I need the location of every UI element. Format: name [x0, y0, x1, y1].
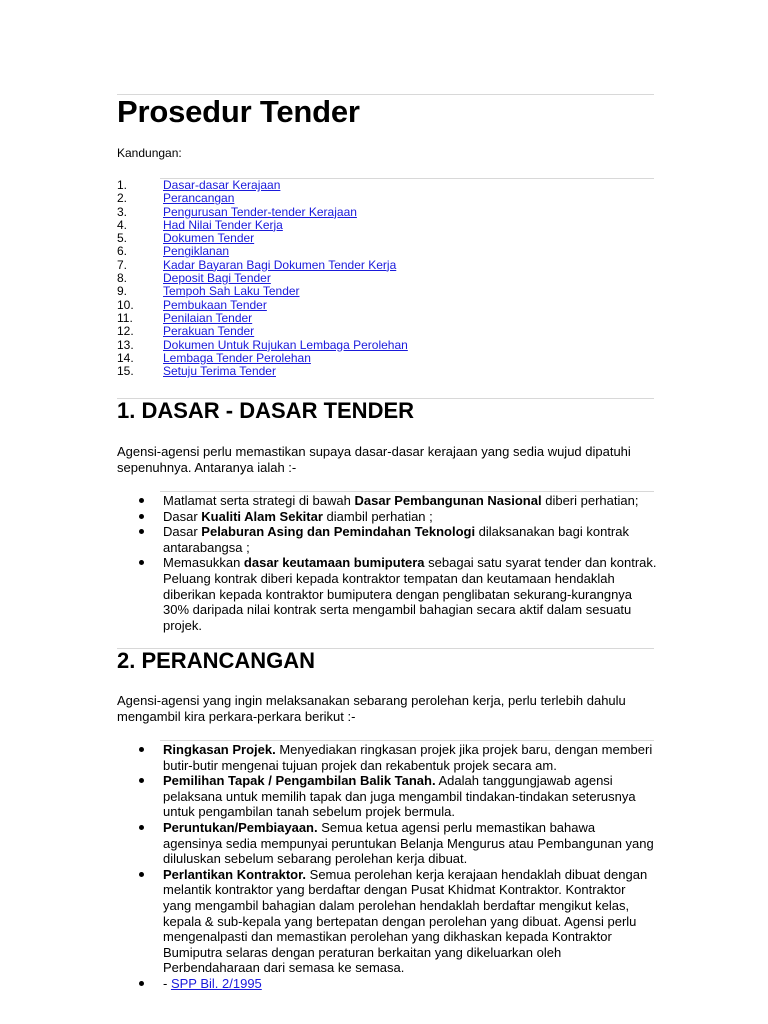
toc-item: 6. Pengiklanan [117, 244, 230, 259]
toc-link[interactable]: Penilaian Tender [163, 310, 253, 325]
toc-item: 1. Dasar-dasar Kerajaan [117, 178, 281, 192]
toc-link[interactable]: Tempoh Sah Laku Tender [163, 284, 300, 299]
bullet-icon [139, 747, 144, 752]
list-item: Ringkasan Projek. Menyediakan ringkasan projek jika projek baru, dengan memberi butir-butir mengenai tujuan projek dan rekabentuk projek secara am. [117, 742, 657, 773]
toc-link[interactable]: Pengiklanan [163, 244, 230, 259]
section2-heading: 2. PERANCANGAN [117, 648, 316, 673]
toc-item: 13. Dokumen Untuk Rujukan Lembaga Perolehan [117, 337, 408, 352]
list-item: Matlamat serta strategi di bawah Dasar Pembangunan Nasional diberi perhatian; [117, 493, 657, 509]
toc-link[interactable]: Dokumen Tender [163, 231, 255, 246]
bullet-icon [139, 778, 144, 783]
toc-item: 9. Tempoh Sah Laku Tender [117, 284, 300, 299]
toc-link[interactable]: Kadar Bayaran Bagi Dokumen Tender Kerja [163, 257, 397, 272]
toc-link[interactable]: Perakuan Tender [163, 324, 255, 339]
section1-list-divider [160, 491, 654, 492]
toc-link[interactable]: Dokumen Untuk Rujukan Lembaga Perolehan [163, 337, 408, 352]
toc-item: 7. Kadar Bayaran Bagi Dokumen Tender Kerja [117, 257, 397, 272]
toc-link[interactable]: Had Nilai Tender Kerja [163, 217, 283, 232]
section2-bullet-list [117, 742, 657, 992]
contents-label: Kandungan: [117, 146, 182, 160]
list-item: Dasar Kualiti Alam Sekitar diambil perhatian ; [117, 509, 657, 525]
table-of-contents [117, 179, 408, 378]
list-item: - SPP Bil. 2/1995 [117, 976, 657, 992]
list-item: Peruntukan/Pembiayaan. Semua ketua agensi perlu memastikan bahawa agensinya sedia mempunyai peruntukan Belanja Mengurus atau Pembangunan yang diluluskan sebelum sebarang perolehan kerja dibuat. [117, 820, 657, 867]
toc-item: 15. Setuju Terima Tender [117, 364, 276, 379]
spp-link[interactable]: SPP Bil. 2/1995 [170, 975, 262, 991]
toc-item: 3. Pengurusan Tender-tender Kerajaan [117, 204, 357, 219]
toc-link[interactable]: Lembaga Tender Perolehan [163, 350, 311, 365]
bullet-icon [139, 560, 144, 565]
toc-link[interactable]: Perancangan [163, 191, 235, 206]
toc-item: 12. Perakuan Tender [117, 324, 255, 339]
bullet-icon [139, 529, 144, 534]
toc-item: 14. Lembaga Tender Perolehan [117, 350, 311, 365]
toc-item: 11. Penilaian Tender [117, 310, 253, 325]
toc-link[interactable]: Setuju Terima Tender [163, 364, 276, 379]
toc-link[interactable]: Pengurusan Tender-tender Kerajaan [163, 204, 357, 219]
toc-link[interactable]: Deposit Bagi Tender [163, 271, 271, 286]
list-item: Dasar Pelaburan Asing dan Pemindahan Teknologi dilaksanakan bagi kontrak antarabangsa ; [117, 524, 657, 555]
page-title: Prosedur Tender [117, 94, 360, 129]
toc-item: 4. Had Nilai Tender Kerja [117, 217, 283, 232]
section1-bullet-list [117, 493, 657, 633]
bullet-icon [139, 981, 144, 986]
bullet-icon [139, 872, 144, 877]
toc-link[interactable]: Dasar-dasar Kerajaan [163, 178, 281, 192]
list-item: Perlantikan Kontraktor. Semua perolehan kerja kerajaan hendaklah dibuat dengan melantik kontraktor yang berdaftar dengan Pusat Khidmat Kontraktor. Kontraktor yang mengambil bahagian dalam perolehan hendaklah berdaftar mengikut kelas, kepala & sub-kepala yang bertepatan dengan perolehan yang dibuat. Agensi perlu mengenalpasti dan memastikan perolehan yang dikhaskan kepada Kontraktor Bumiputra selaras dengan peraturan berkaitan yang dikeluarkan oleh Perbendaharaan dari semasa ke semasa. [117, 867, 657, 976]
list-item: Memasukkan dasar keutamaan bumiputera sebagai satu syarat tender dan kontrak. Peluang kontrak diberi kepada kontraktor tempatan dan keutamaan hendaklah diberikan kepada kontraktor bumiputera dengan penglibatan sekurang-kurangnya 30% daripada nilai kontrak serta mengambil bahagian secara aktif dalam sesuatu projek. [117, 555, 657, 633]
toc-item: 8. Deposit Bagi Tender [117, 271, 271, 286]
section2-list-divider [160, 740, 654, 741]
bullet-icon [139, 514, 144, 519]
section2-intro: Agensi-agensi yang ingin melaksanakan sebarang perolehan kerja, perlu terlebih dahulu mengambil kira perkara-perkara berikut :- [117, 693, 626, 724]
bullet-icon [139, 825, 144, 830]
section1-intro: Agensi-agensi perlu memastikan supaya dasar-dasar kerajaan yang sedia wujud dipatuhi sepenuhnya. Antaranya ialah :- [117, 444, 631, 475]
bullet-icon [139, 498, 144, 503]
toc-item: 2. Perancangan [117, 191, 235, 206]
toc-item: 5. Dokumen Tender [117, 231, 255, 246]
toc-link[interactable]: Pembukaan Tender [163, 297, 267, 312]
section1-heading: 1. DASAR - DASAR TENDER [117, 398, 415, 423]
toc-item: 10. Pembukaan Tender [117, 297, 267, 312]
list-item: Pemilihan Tapak / Pengambilan Balik Tanah. Adalah tanggungjawab agensi pelaksana untuk memilih tapak dan juga mengambil tindakan-tindakan seterusnya untuk pengambilan tanah sebelum projek bermula. [117, 773, 657, 820]
